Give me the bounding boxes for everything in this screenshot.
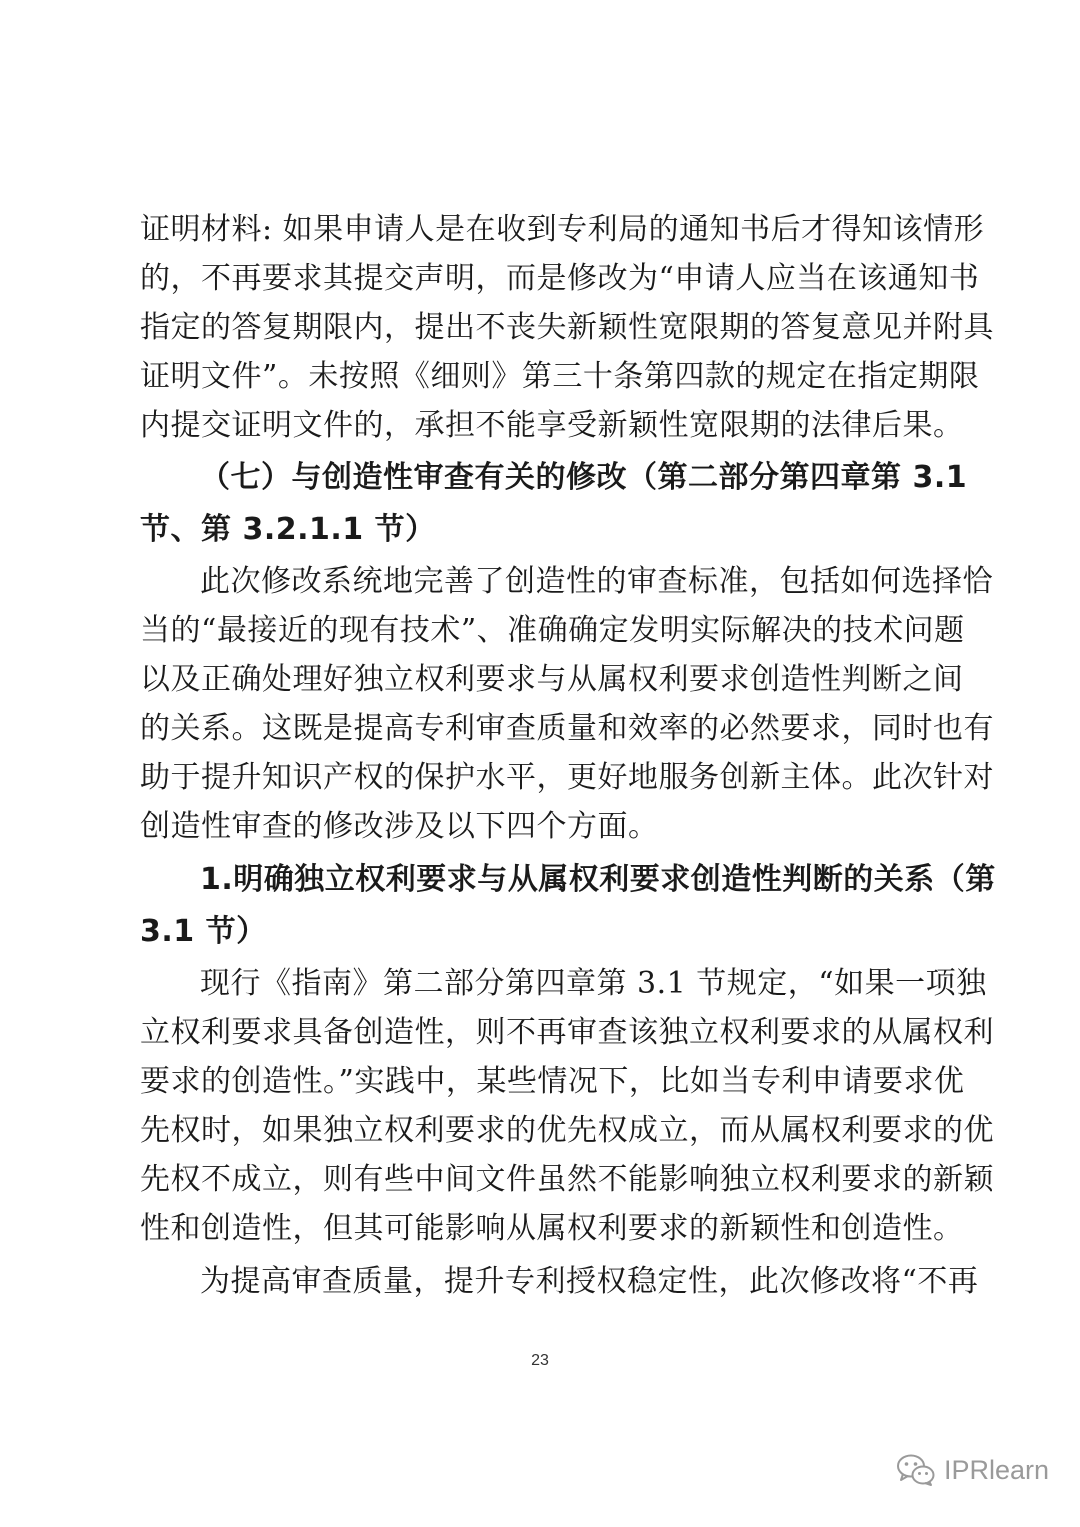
text-line: 证明文件”。未按照《细则》第三十条第四款的规定在指定期限	[140, 359, 980, 394]
text-line: 此次修改系统地完善了创造性的审查标准，包括如何选择恰	[200, 564, 993, 599]
text-line: 创造性审查的修改涉及以下四个方面。	[140, 809, 659, 844]
wechat-icon	[896, 1453, 936, 1487]
text-line: 以及正确处理好独立权利要求与从属权利要求创造性判断之间	[140, 662, 964, 697]
text-line: 的，不再要求其提交声明，而是修改为“申请人应当在该通知书	[140, 261, 980, 296]
text-line: 为提高审查质量，提升专利授权稳定性，此次修改将“不再	[200, 1264, 979, 1299]
text-line: 的关系。这既是提高专利审查质量和效率的必然要求，同时也有	[140, 711, 994, 746]
page-number: 23	[531, 1352, 549, 1369]
text-line: 指定的答复期限内，提出不丧失新颖性宽限期的答复意见并附具	[140, 310, 994, 345]
watermark-text: IPRlearn	[944, 1454, 1050, 1485]
text-line: 证明材料: 如果申请人是在收到专利局的通知书后才得知该情形	[140, 212, 985, 247]
text-line: 性和创造性，但其可能影响从属权利要求的新颖性和创造性。	[140, 1211, 964, 1246]
watermark	[896, 1450, 1049, 1490]
text-line: 立权利要求具备创造性，则不再审查该独立权利要求的从属权利	[140, 1015, 994, 1050]
text-line: 内提交证明文件的，承担不能享受新颖性宽限期的法律后果。	[140, 408, 964, 443]
text-line: 当的“最接近的现有技术”、准确确定发明实际解决的技术问题	[140, 613, 965, 648]
section-heading: （七）与创造性审查有关的修改（第二部分第四章第 3.1	[200, 460, 968, 495]
subsection-heading: 1.明确独立权利要求与从属权利要求创造性判断的关系（第	[200, 862, 996, 897]
subsection-heading: 3.1 节）	[140, 914, 267, 949]
text-line: 要求的创造性。”实践中，某些情况下，比如当专利申请要求优	[140, 1064, 965, 1099]
text-line: 助于提升知识产权的保护水平，更好地服务创新主体。此次针对	[140, 760, 994, 795]
text-line: 现行《指南》第二部分第四章第 3.1 节规定，“如果一项独	[200, 966, 987, 1001]
text-line: 先权时，如果独立权利要求的优先权成立，而从属权利要求的优	[140, 1113, 994, 1148]
text-line: 先权不成立，则有些中间文件虽然不能影响独立权利要求的新颖	[140, 1162, 994, 1197]
section-heading: 节、第 3.2.1.1 节）	[140, 512, 436, 547]
